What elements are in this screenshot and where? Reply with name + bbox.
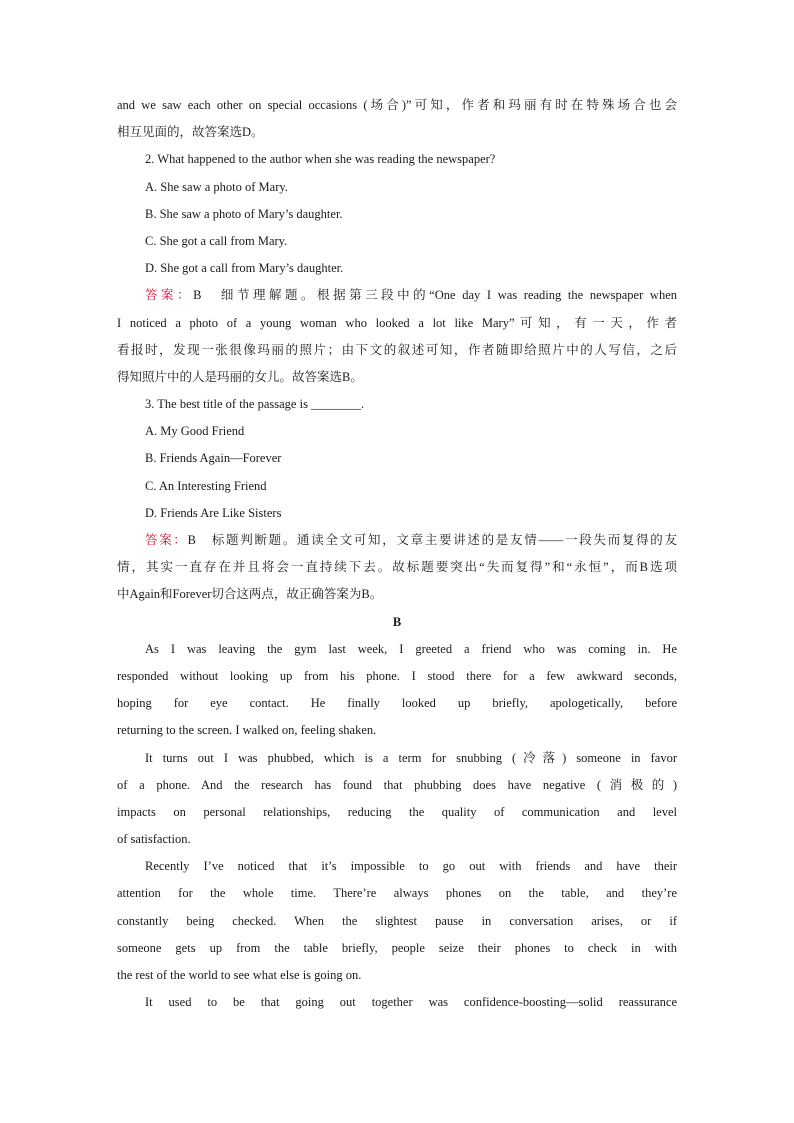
passage-line: attention for the whole time. There’re always phones on the table, and they’re (117, 886, 677, 901)
q3-option-a: A. My Good Friend (145, 424, 245, 439)
q2-answer-line (117, 282, 677, 309)
passage-line: It used to be that going out together was confidence-boosting—solid reassurance (145, 995, 677, 1010)
passage-line: of satisfaction. (117, 832, 191, 847)
q2-answer-text: B 细节理解题。根据第三段中的“One day I was reading the newspaper when (193, 288, 677, 303)
q3-answer-text: B 标题判断题。通读全文可知，文章主要讲述的是友情——一段失而复得的友 (187, 533, 677, 547)
answer-label: 答案： (145, 533, 188, 547)
passage-line: returning to the screen. I walked on, feeling shaken. (117, 723, 377, 738)
q2-option-d: D. She got a call from Mary’s daughter. (145, 261, 344, 276)
q3-option-c: C. An Interesting Friend (145, 478, 267, 493)
q2-option-b: B. She saw a photo of Mary’s daughter. (145, 206, 343, 221)
q3-answer-line: 情，其实一直存在并且将会一直持续下去。故标题要突出“失而复得”和“永恒”，而B选项 (117, 560, 677, 575)
passage-line: As I was leaving the gym last week, I greeted a friend who was coming in. He (145, 641, 677, 656)
passage-line: of a phone. And the research has found that phubbing does have negative (消极的) (117, 777, 677, 792)
passage-line: the rest of the world to see what else is going on. (117, 968, 362, 982)
q1-explanation-line: and we saw each other on special occasions (场合)”可知，作者和玛丽有时在特殊场合也会 (117, 98, 677, 112)
q3-answer-line: 中Again和Forever切合这两点，故正确答案为B。 (117, 587, 383, 602)
q2-option-c: C. She got a call from Mary. (145, 233, 288, 248)
document-page (117, 92, 677, 1016)
passage-line: impacts on personal relationships, reducing the quality of communication and level (117, 804, 677, 819)
passage-line: someone gets up from the table briefly, people seize their phones to check in with (117, 940, 677, 955)
q2-answer-line: 得知照片中的人是玛丽的女儿。故答案选B。 (117, 369, 363, 384)
q2-answer-line: 看报时，发现一张很像玛丽的照片；由下文的叙述可知，作者随即给照片中的人写信，之后 (117, 342, 677, 357)
q3-option-b: B. Friends Again—Forever (145, 451, 282, 466)
answer-label: 答案： (145, 288, 194, 303)
q2-answer-line: I noticed a photo of a young woman who looked a lot like Mary”可知，有一天，作者 (117, 315, 677, 330)
passage-line: responded without looking up from his phone. I stood there for a few awkward seconds, (117, 668, 677, 683)
q2-option-a: A. She saw a photo of Mary. (145, 179, 288, 194)
passage-line: Recently I’ve noticed that it’s impossible to go out with friends and have their (145, 859, 677, 874)
q3-option-d: D. Friends Are Like Sisters (145, 505, 282, 520)
passage-line: It turns out I was phubbed, which is a term for snubbing (冷落) someone in favor (145, 750, 677, 765)
question-2: 2. What happened to the author when she was reading the newspaper? (145, 152, 496, 167)
passage-line: hoping for eye contact. He finally looked up briefly, apologetically, before (117, 696, 677, 711)
question-3: 3. The best title of the passage is ________. (145, 397, 365, 412)
q1-explanation-line: 相互见面的，故答案选D。 (117, 125, 264, 140)
q3-answer-line (117, 527, 677, 554)
section-heading: B (392, 614, 402, 629)
passage-line: constantly being checked. When the slightest pause in conversation arises, or if (117, 913, 677, 928)
